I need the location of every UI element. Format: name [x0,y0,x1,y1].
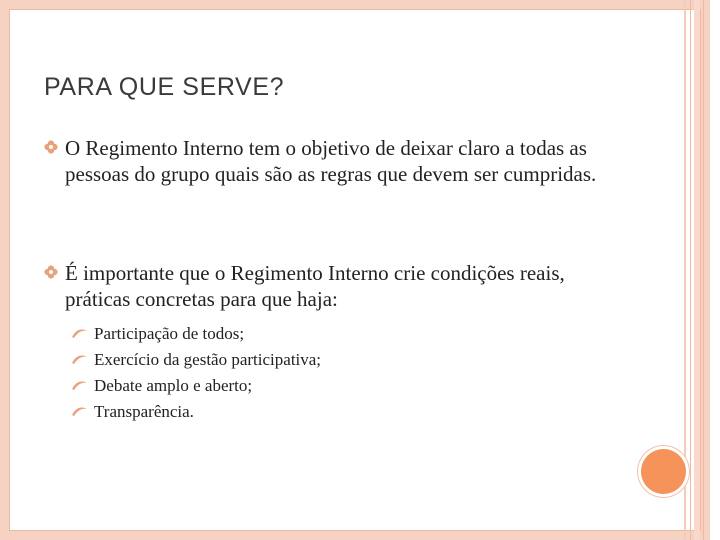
sub-bullet-text: Debate amplo e aberto; [94,376,253,395]
swoosh-bullet-icon [71,406,88,417]
slide-title: PARA QUE SERVE? [44,73,285,101]
decorative-rail [694,0,700,540]
flower-bullet-icon [44,265,58,279]
bullet-item [44,260,604,312]
sub-bullet-item [71,373,321,399]
flower-bullet-icon [44,140,58,154]
bullet-text: É importante que o Regimento Interno crie condições reais, práticas concretas para que haja: [65,261,565,311]
sub-bullet-item [71,347,321,373]
sub-bullet-item [71,399,321,425]
decorative-rail [703,0,704,540]
bullet-item [44,135,604,187]
swoosh-bullet-icon [71,354,88,365]
sub-bullet-text: Participação de todos; [94,324,245,343]
bullet-text: O Regimento Interno tem o objetivo de deixar claro a todas as pessoas do grupo quais são as regras que devem ser cumpridas. [65,136,597,186]
swoosh-bullet-icon [71,380,88,391]
sub-bullet-list [71,321,321,425]
decorative-rail [690,0,691,540]
sub-bullet-text: Transparência. [94,402,194,421]
decorative-rail [684,0,686,540]
sub-bullet-text: Exercício da gestão participativa; [94,350,322,369]
decorative-circle [641,449,686,494]
sub-bullet-item [71,321,321,347]
swoosh-bullet-icon [71,328,88,339]
